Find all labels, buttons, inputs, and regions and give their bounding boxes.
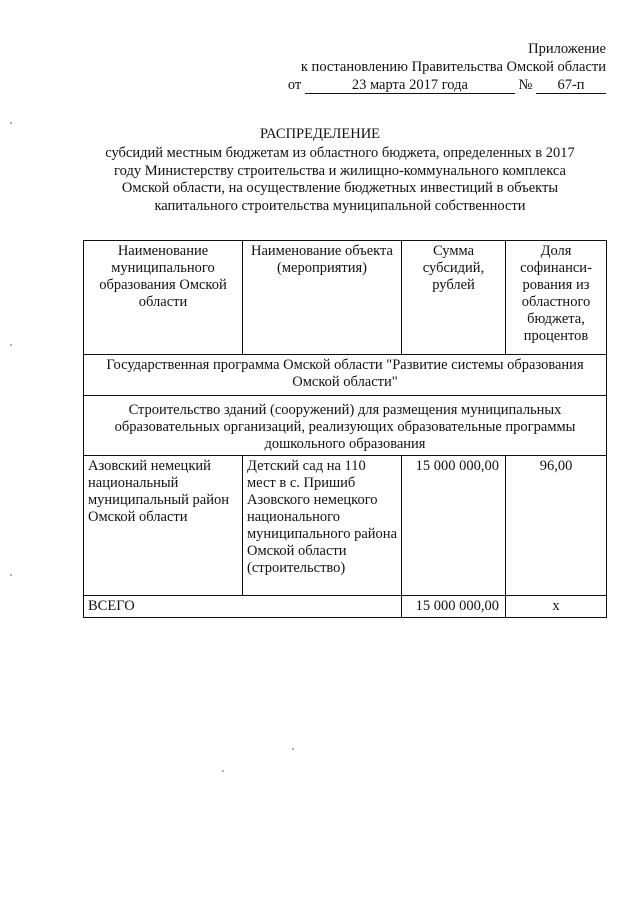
table-header-row xyxy=(84,241,607,355)
number-prefix: № xyxy=(518,77,533,93)
cell-object: Детский сад на 110 мест в с. Пришиб Азовского немецкого национального муниципального района Омской области (строительство) xyxy=(243,456,402,596)
total-row xyxy=(84,596,607,618)
column-header-object: Наименование объекта (мероприятия) xyxy=(243,241,402,355)
scan-speck xyxy=(10,344,12,346)
resolution-date-number xyxy=(288,76,606,94)
section-title: Строительство зданий (сооружений) для размещения муниципальных образовательных организаций, реализующих образовательные программы дошкольного образования xyxy=(84,396,607,456)
total-amount: 15 000 000,00 xyxy=(402,596,506,618)
program-title: Государственная программа Омской области "Развитие системы образования Омской области" xyxy=(84,355,607,396)
cell-municipality: Азовский немецкий национальный муниципальный район Омской области xyxy=(84,456,243,596)
resolution-reference: к постановлению Правительства Омской области xyxy=(300,59,606,75)
number-value: 67-п xyxy=(536,77,606,94)
cell-amount: 15 000 000,00 xyxy=(402,456,506,596)
scan-speck xyxy=(222,770,224,772)
document-subtitle: субсидий местным бюджетам из областного бюджета, определенных в 2017 году Министерству строительства и жилищно-коммунального комплекса Омской области, на осуществление бюджетных инвестиций в объекты капитального строительства муниципальной собственности xyxy=(105,145,575,214)
cell-share: 96,00 xyxy=(506,456,607,596)
section-row xyxy=(84,396,607,456)
total-label: ВСЕГО xyxy=(84,596,402,618)
date-value: 23 марта 2017 года xyxy=(305,77,515,94)
total-share: х xyxy=(506,596,607,618)
column-header-share: Доля софинанси-рования из областного бюджета, процентов xyxy=(506,241,607,355)
date-prefix: от xyxy=(287,77,302,93)
distribution-table xyxy=(83,240,607,618)
table-row xyxy=(84,456,607,596)
program-row xyxy=(84,355,607,396)
column-header-municipality: Наименование муниципального образования Омской области xyxy=(84,241,243,355)
appendix-label: Приложение xyxy=(528,41,606,57)
scan-speck xyxy=(10,574,12,576)
scan-speck xyxy=(292,748,294,750)
scan-speck xyxy=(10,122,12,124)
document-title: РАСПРЕДЕЛЕНИЕ xyxy=(259,126,381,142)
column-header-amount: Сумма субсидий, рублей xyxy=(402,241,506,355)
